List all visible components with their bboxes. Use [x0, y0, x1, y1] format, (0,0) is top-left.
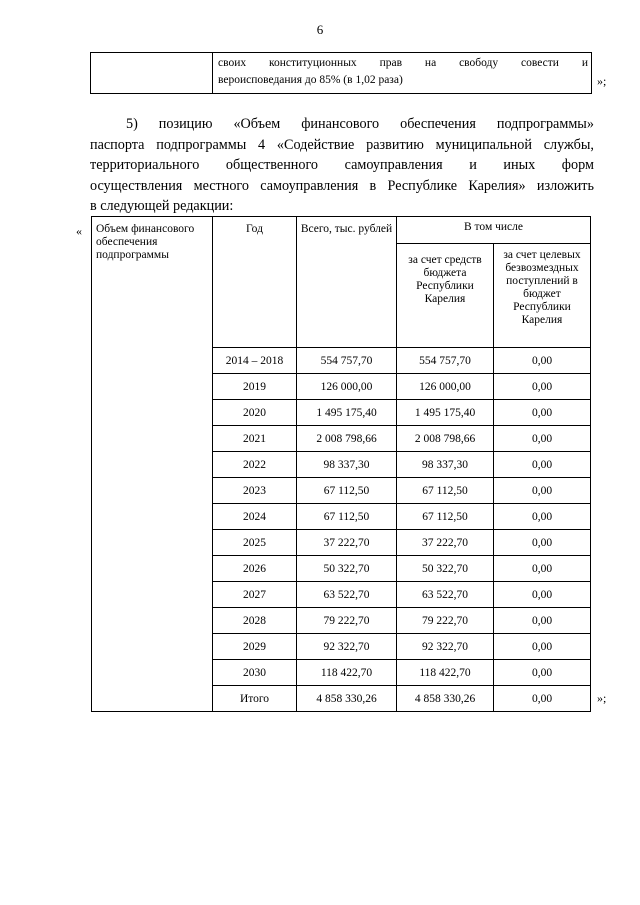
paragraph-word: развитию	[366, 136, 424, 153]
cell-budget: 37 222,70	[397, 530, 494, 556]
cell-year: 2014 – 2018	[213, 348, 297, 374]
cell-budget: 98 337,30	[397, 452, 494, 478]
top-table-line-2: вероисповедания до 85% (в 1,02 раза)	[218, 74, 403, 86]
cell-year: 2023	[213, 478, 297, 504]
header-including: В том числе	[397, 217, 591, 244]
top-line1-word: своих	[218, 57, 247, 69]
paragraph-line	[90, 155, 594, 176]
cell-budget: 118 422,70	[397, 660, 494, 686]
cell-budget: 63 522,70	[397, 582, 494, 608]
cell-total: 118 422,70	[297, 660, 397, 686]
cell-total: 126 000,00	[297, 374, 397, 400]
paragraph-word: самоуправления	[260, 177, 359, 194]
header-budget: за счет средств бюджета Республики Карелия	[397, 244, 494, 348]
paragraph-word: подпрограммы	[156, 136, 247, 153]
top-line1-word: на	[424, 57, 437, 69]
top-line1-word: свободу	[459, 57, 499, 69]
top-table-fragment	[90, 52, 592, 94]
top-table-line-1	[218, 55, 588, 72]
cell-grants: 0,00	[494, 426, 591, 452]
paragraph-word: и	[469, 157, 477, 173]
cell-year: 2027	[213, 582, 297, 608]
cell-total: 67 112,50	[297, 478, 397, 504]
cell-budget: 67 112,50	[397, 504, 494, 530]
paragraph-word: территориального	[90, 157, 200, 173]
cell-year: 2019	[213, 374, 297, 400]
top-table-left-cell	[91, 53, 213, 93]
paragraph-word: иных	[503, 157, 536, 173]
cell-budget: 2 008 798,66	[397, 426, 494, 452]
cell-grants: 0,00	[494, 348, 591, 374]
cell-grants: 0,00	[494, 634, 591, 660]
paragraph-line	[90, 196, 594, 217]
cell-year: 2022	[213, 452, 297, 478]
cell-total: 4 858 330,26	[297, 686, 397, 712]
cell-total: 79 222,70	[297, 608, 397, 634]
paragraph-word: в следующей редакции:	[90, 198, 234, 214]
cell-total: 63 522,70	[297, 582, 397, 608]
paragraph-word: паспорта	[90, 136, 145, 153]
paragraph-word: Республике	[387, 177, 458, 194]
cell-total: 67 112,50	[297, 504, 397, 530]
cell-total: 1 495 175,40	[297, 400, 397, 426]
cell-grants: 0,00	[494, 504, 591, 530]
paragraph-word: форм	[561, 157, 594, 173]
cell-year: 2020	[213, 400, 297, 426]
cell-total: 37 222,70	[297, 530, 397, 556]
cell-year: 2026	[213, 556, 297, 582]
paragraph-word: финансового	[301, 116, 380, 132]
close-quote-top: »;	[597, 74, 607, 88]
header-year: Год	[213, 217, 297, 348]
header-grants: за счет целевых безвозмездных поступлений в бюджет Республики Карелия	[494, 244, 591, 348]
cell-year: 2021	[213, 426, 297, 452]
cell-total: 2 008 798,66	[297, 426, 397, 452]
top-table-text	[218, 55, 588, 89]
top-line1-word: совести	[521, 57, 559, 69]
amendment-paragraph	[90, 114, 594, 217]
paragraph-word: Карелия»	[468, 177, 526, 194]
cell-budget: 92 322,70	[397, 634, 494, 660]
cell-budget: 4 858 330,26	[397, 686, 494, 712]
cell-grants: 0,00	[494, 556, 591, 582]
paragraph-word: местного	[193, 177, 249, 194]
cell-budget: 1 495 175,40	[397, 400, 494, 426]
paragraph-word: муниципальной	[435, 136, 532, 153]
paragraph-word: самоуправления	[344, 157, 443, 173]
paragraph-word: общественного	[225, 157, 319, 173]
paragraph-word: службы,	[543, 136, 594, 153]
cell-year: 2028	[213, 608, 297, 634]
header-total: Всего, тыс. рублей	[297, 217, 397, 348]
paragraph-line	[90, 114, 594, 135]
cell-year: Итого	[213, 686, 297, 712]
finance-table	[91, 216, 591, 712]
cell-grants: 0,00	[494, 452, 591, 478]
open-quote: «	[76, 224, 82, 238]
cell-budget: 554 757,70	[397, 348, 494, 374]
cell-grants: 0,00	[494, 478, 591, 504]
cell-grants: 0,00	[494, 374, 591, 400]
paragraph-word: «Содействие	[276, 136, 355, 153]
paragraph-word: «Объем	[233, 116, 281, 132]
cell-grants: 0,00	[494, 400, 591, 426]
paragraph-word: 4	[258, 136, 266, 153]
top-line1-word: конституционных	[269, 57, 357, 69]
paragraph-word: в	[369, 177, 377, 194]
cell-grants: 0,00	[494, 582, 591, 608]
cell-grants: 0,00	[494, 686, 591, 712]
paragraph-line	[90, 135, 594, 156]
paragraph-word: обеспечения	[400, 116, 476, 132]
cell-budget: 126 000,00	[397, 374, 494, 400]
cell-grants: 0,00	[494, 608, 591, 634]
paragraph-word: подпрограммы»	[496, 116, 594, 132]
close-quote-table: »;	[597, 691, 607, 705]
paragraph-word: изложить	[536, 177, 594, 194]
cell-year: 2030	[213, 660, 297, 686]
paragraph-word: 5)	[126, 116, 138, 132]
cell-budget: 67 112,50	[397, 478, 494, 504]
cell-grants: 0,00	[494, 530, 591, 556]
row-label-cell: Объем финансового обеспечения подпрограммы	[92, 217, 213, 712]
cell-year: 2029	[213, 634, 297, 660]
cell-total: 92 322,70	[297, 634, 397, 660]
cell-year: 2024	[213, 504, 297, 530]
cell-total: 50 322,70	[297, 556, 397, 582]
cell-total: 98 337,30	[297, 452, 397, 478]
paragraph-word: позицию	[158, 116, 213, 132]
cell-budget: 50 322,70	[397, 556, 494, 582]
page-number: 6	[316, 22, 324, 37]
paragraph-line	[90, 176, 594, 197]
paragraph-word: осуществления	[90, 177, 183, 194]
cell-grants: 0,00	[494, 660, 591, 686]
cell-total: 554 757,70	[297, 348, 397, 374]
top-line1-word: прав	[379, 57, 403, 69]
cell-budget: 79 222,70	[397, 608, 494, 634]
top-line1-word: и	[581, 57, 588, 69]
cell-year: 2025	[213, 530, 297, 556]
